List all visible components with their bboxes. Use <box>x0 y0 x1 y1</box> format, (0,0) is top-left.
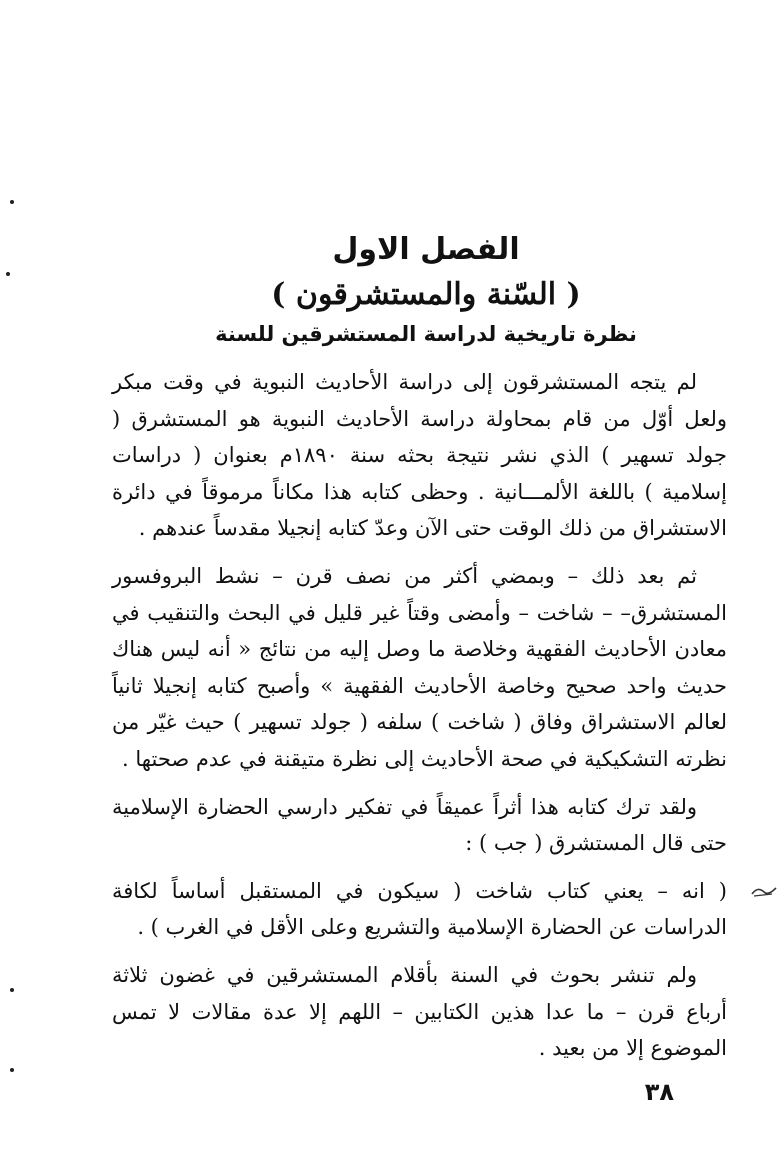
paragraph-line: ( شاخت ) سلفه ( جولد تسهير ) حيث غيّر من نظرته التشكيكية في صحة <box>112 710 727 771</box>
paragraph-line: ولقد ترك كتابه هذا أثراً عميقاً في تفكير دارسي الحضارة الإسلامية <box>112 794 697 819</box>
section-title: نظرة تاريخية لدراسة المستشرقين للسنة <box>215 322 637 346</box>
paragraph <box>112 957 727 1067</box>
margin-dot <box>10 988 14 992</box>
paragraph-line: ( انه – يعني كتاب شاخت ( سيكون في المستقبل أساساً لكافة الدراسات <box>112 878 727 940</box>
paragraph-line: وعدّ كتابه إنجيلا مقدساً عندهم . <box>138 516 409 541</box>
paragraph-line: حتى قال المستشرق ( جب ) : <box>465 831 727 856</box>
paragraph <box>112 873 727 946</box>
paragraph-line: وحظى كتابه هذا مكاناً مرموقاً في دائرة الاستشراق من ذلك الوقت حتى الآن <box>112 479 727 541</box>
page-number: ٣٨ <box>644 1078 674 1106</box>
paragraph-line: وخاصة الأحاديث الفقهية » وأصبح كتابه إنجيلا ثانياً لعالم الاستشراق وفاق <box>112 673 727 735</box>
paragraph-line: عن الحضارة الإسلامية والتشريع وعلى الأقل في الغرب ) . <box>137 915 638 940</box>
chapter-title: الفصل الاول <box>332 232 520 267</box>
paragraph-line: بعيد . <box>538 1036 586 1061</box>
paragraph-line: نشر نتيجة بحثه سنة ١٨٩٠م بعنوان ( دراسات إسلامية ) باللغة الألمـــانية . <box>112 443 727 504</box>
paragraph-line: لم يتجه المستشرقون إلى دراسة الأحاديث النبوية في وقت مبكر ولعل أوّل <box>112 370 727 431</box>
paragraph-line: – ما عدا هذين الكتابين – اللهم إلا عدة مقالات لا تمس الموضوع إلا من <box>112 999 727 1061</box>
paragraph-line: الأحاديث إلى نظرة متيقنة في عدم صحتها . <box>122 746 494 771</box>
body-text <box>112 364 727 1078</box>
paragraph-line: من قام بمحاولة دراسة الأحاديث النبوية هو المستشرق ( جولد تسهير ) الذي <box>112 406 727 468</box>
chapter-subtitle: ( السّنة والمستشرقون ) <box>271 277 581 312</box>
paragraph <box>112 364 727 547</box>
paragraph-line: – شاخت – وأمضى وقتاً غير قليل في البحث والتنقيب في معادن الأحاديث <box>112 600 728 662</box>
paragraph-line: الفقهية وخلاصة ما وصل إليه من نتائج « أنه ليس هناك حديث واحد صحيح <box>112 637 727 698</box>
margin-annotation-mark <box>750 884 778 898</box>
chapter-heading-block <box>150 228 702 350</box>
paragraph <box>112 789 727 862</box>
paragraph-line: ثم بعد ذلك – وبمضي أكثر من نصف قرن – نشط البروفسور المستشرق– <box>112 563 727 625</box>
margin-dot <box>10 200 14 204</box>
margin-dot <box>10 1068 14 1072</box>
paragraph <box>112 558 727 778</box>
paragraph-line: ولم تنشر بحوث في السنة بأقلام المستشرقين في غضون ثلاثة أرباع قرن <box>112 962 727 1024</box>
margin-dot <box>6 272 10 276</box>
